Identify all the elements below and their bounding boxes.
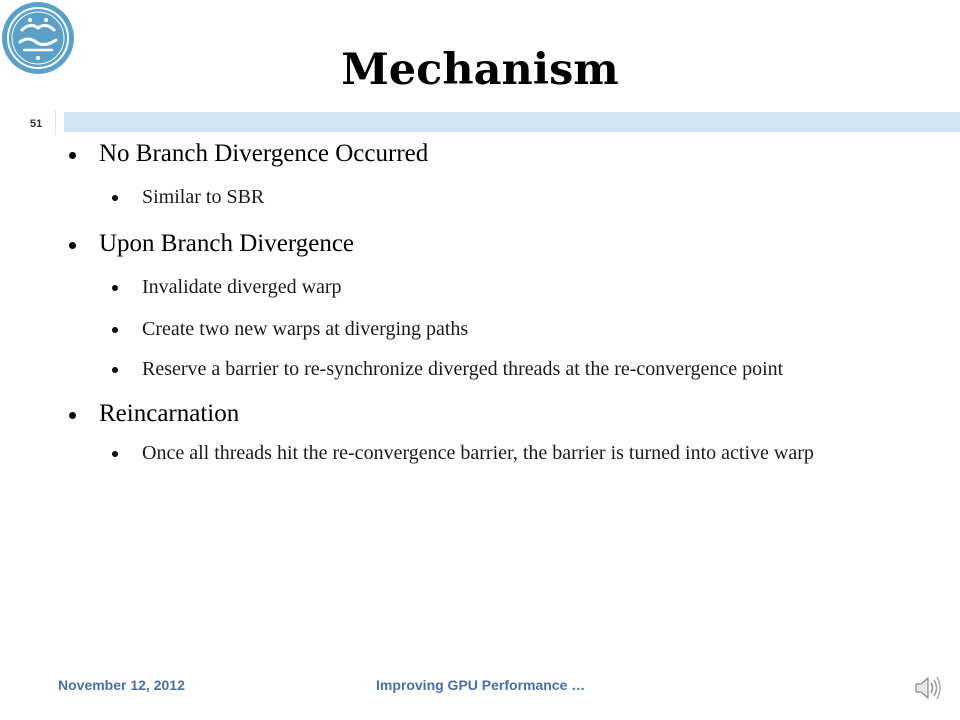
- slide-title: Mechanism: [341, 45, 619, 95]
- slide-content: [68, 138, 888, 466]
- bullet-upon-branch-divergence: Upon Branch Divergence: [68, 228, 888, 260]
- bullet-reincarnation: Reincarnation: [68, 398, 888, 430]
- slide-number-divider: [55, 110, 56, 135]
- footer-title: Improving GPU Performance …: [376, 677, 586, 693]
- sub-bullet-reserve-barrier: Reserve a barrier to re-synchronize diverged threads at the re-convergence point: [111, 356, 842, 382]
- footer-date: November 12, 2012: [58, 677, 185, 693]
- speaker-icon[interactable]: [912, 673, 942, 703]
- sub-bullet-similar-to-sbr: Similar to SBR: [111, 184, 888, 210]
- slide-number: 51: [30, 118, 43, 130]
- sub-bullet-once-all-threads: Once all threads hit the re-convergence barrier, the barrier is turned into active warp: [111, 440, 882, 466]
- sub-bullet-invalidate-warp: Invalidate diverged warp: [111, 274, 888, 300]
- sub-bullet-create-warps: Create two new warps at diverging paths: [111, 316, 888, 342]
- bullet-no-branch-divergence: No Branch Divergence Occurred: [68, 138, 888, 170]
- header-accent-bar: [64, 112, 960, 132]
